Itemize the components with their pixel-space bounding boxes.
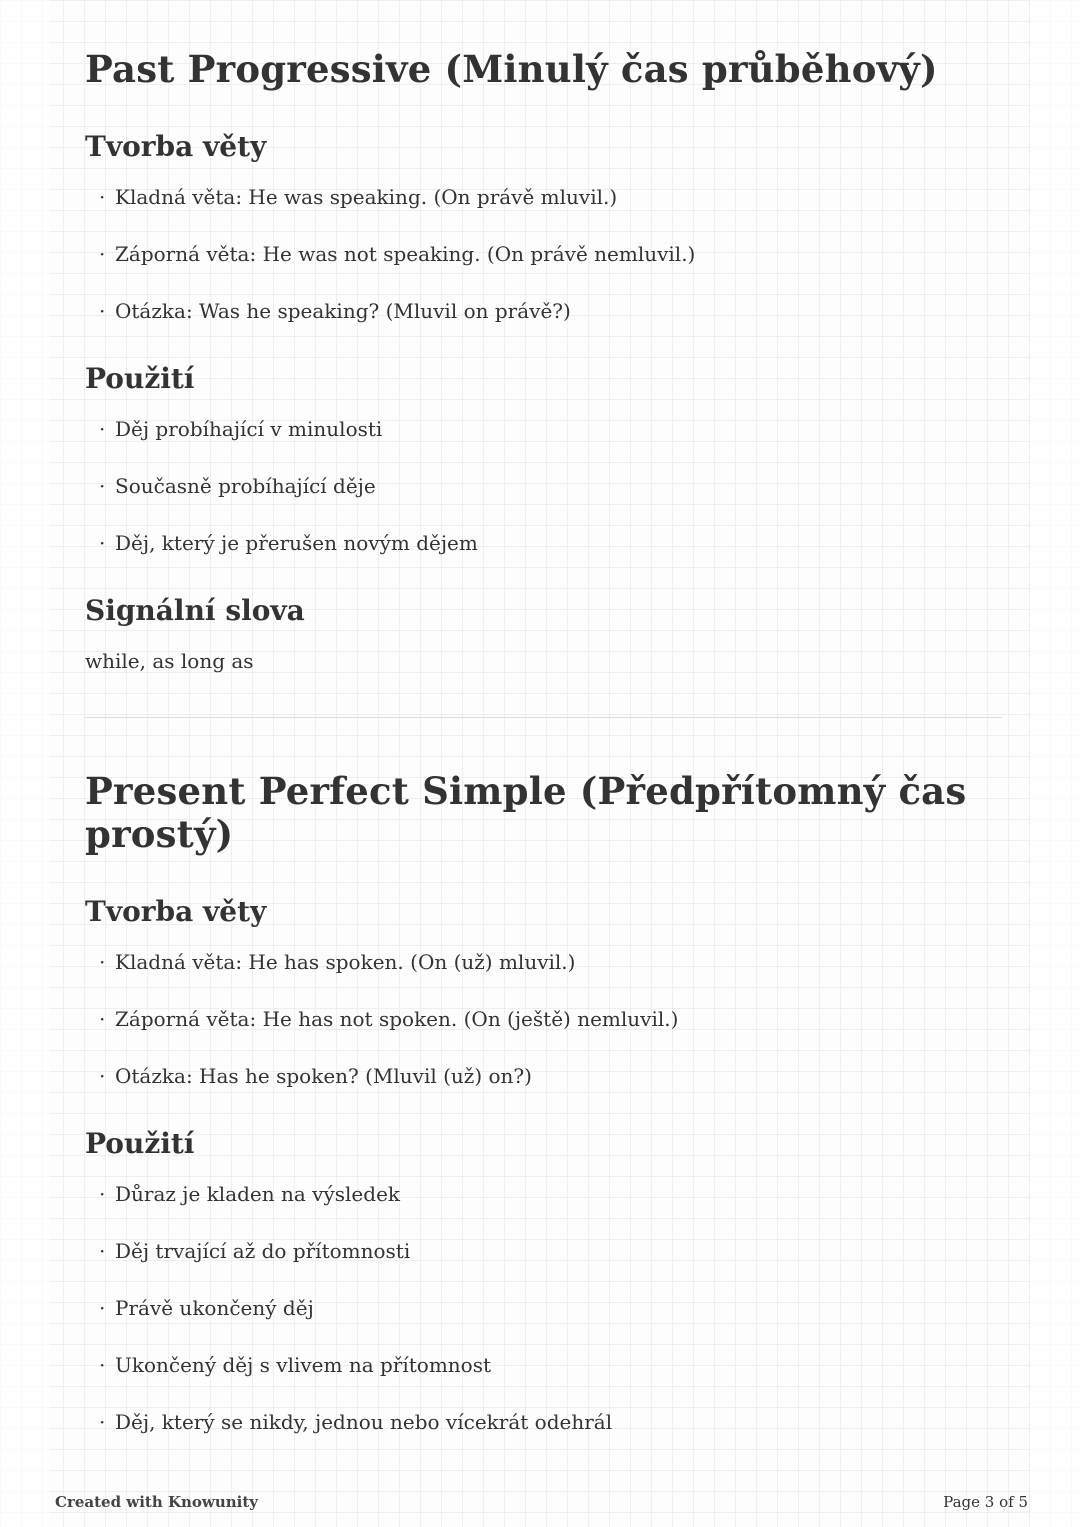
list-item: · Důraz je kladen na výsledek (115, 1182, 1002, 1207)
page-footer (0, 1493, 1080, 1511)
list-item: · Záporná věta: He was not speaking. (On právě nemluvil.) (115, 242, 1002, 267)
list-item: · Záporná věta: He has not spoken. (On (ještě) nemluvil.) (115, 1007, 1002, 1032)
list-item: · Otázka: Has he spoken? (Mluvil (už) on?) (115, 1064, 1002, 1089)
section-present-perfect (85, 770, 1002, 1435)
list-item: · Ukončený děj s vlivem na přítomnost (115, 1353, 1002, 1378)
usage-list (85, 1182, 1002, 1435)
heading-forms: Tvorba věty (85, 894, 267, 928)
heading-forms: Tvorba věty (85, 129, 267, 163)
forms-list (85, 185, 1002, 324)
footer-page-number: Page 3 of 5 (943, 1493, 1028, 1511)
footer-credit: Created with Knowunity (55, 1493, 258, 1511)
page-title-present-perfect: Present Perfect Simple (Předpřítomný čas prostý) (85, 768, 967, 857)
usage-list (85, 417, 1002, 556)
heading-signal-words: Signální slova (85, 593, 305, 627)
list-item: · Děj, který je přerušen novým dějem (115, 531, 1002, 556)
section-past-progressive (85, 48, 1002, 673)
forms-list (85, 950, 1002, 1089)
section-divider (85, 717, 1002, 718)
list-item: · Děj trvající až do přítomnosti (115, 1239, 1002, 1264)
heading-usage: Použití (85, 361, 195, 395)
list-item: · Současně probíhající děje (115, 474, 1002, 499)
list-item: · Kladná věta: He was speaking. (On právě mluvil.) (115, 185, 1002, 210)
list-item: · Právě ukončený děj (115, 1296, 1002, 1321)
heading-usage: Použití (85, 1126, 195, 1160)
page-title-past-progressive: Past Progressive (Minulý čas průběhový) (85, 47, 938, 91)
list-item: · Děj, který se nikdy, jednou nebo vícekrát odehrál (115, 1410, 1002, 1435)
list-item: · Kladná věta: He has spoken. (On (už) mluvil.) (115, 950, 1002, 975)
list-item: · Otázka: Was he speaking? (Mluvil on právě?) (115, 299, 1002, 324)
signal-words-text: while, as long as (85, 648, 254, 673)
list-item: · Děj probíhající v minulosti (115, 417, 1002, 442)
